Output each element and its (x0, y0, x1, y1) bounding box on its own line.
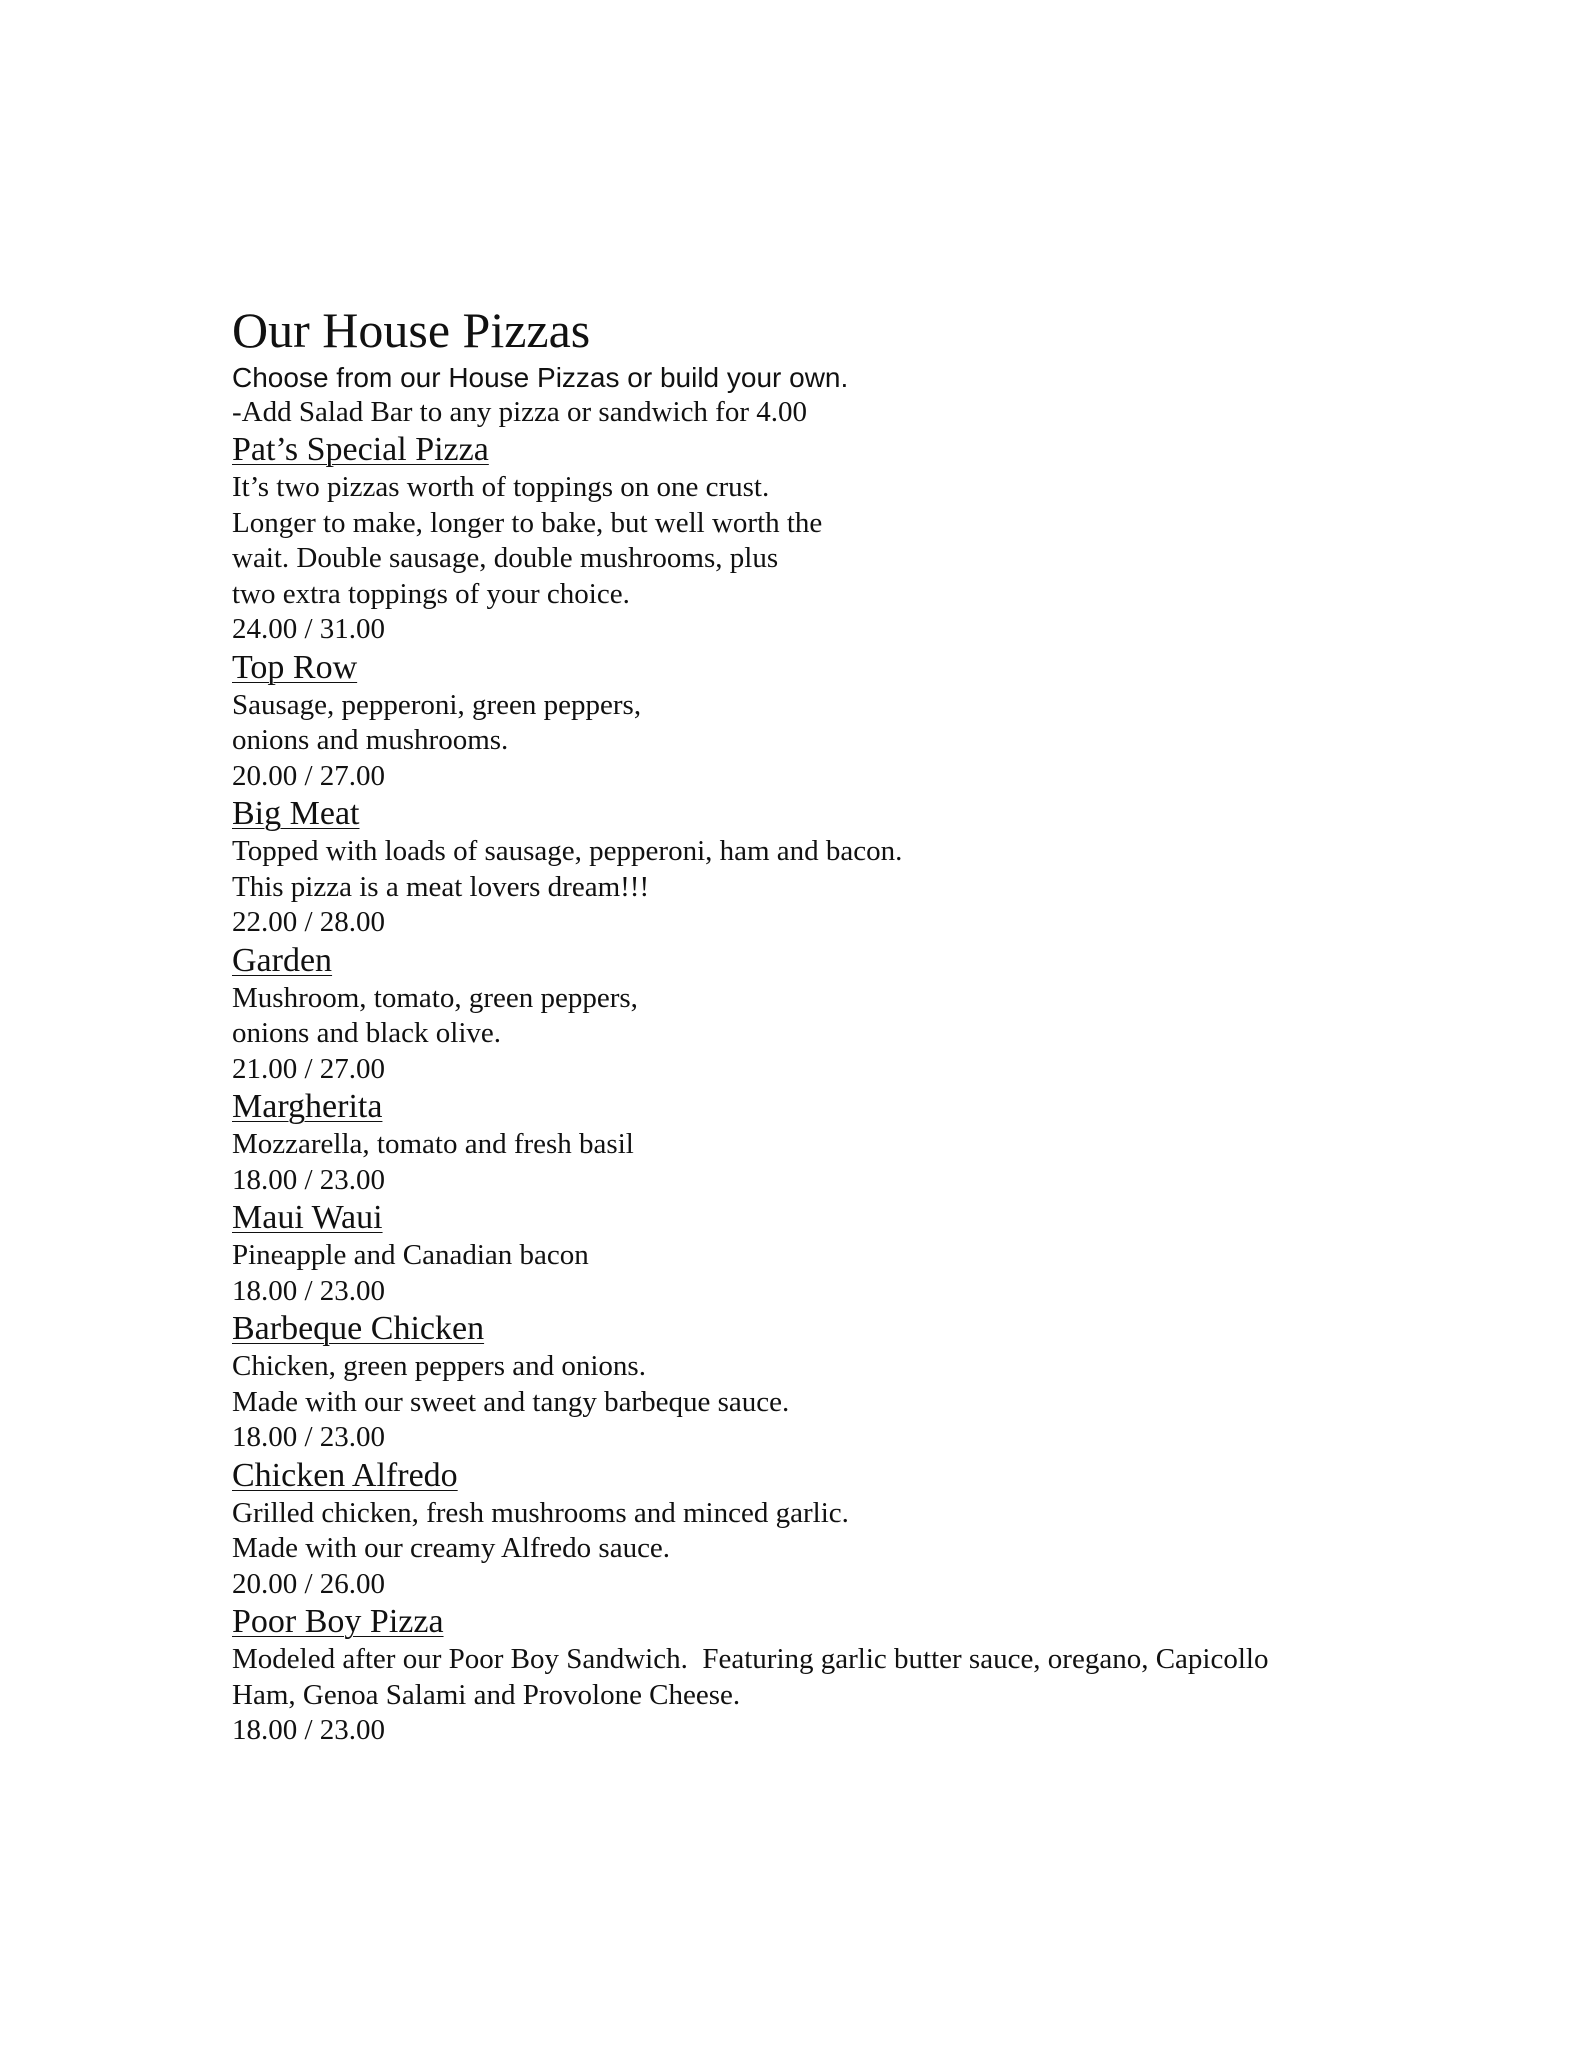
item-name: Margherita (232, 1088, 383, 1125)
item-price: 22.00 / 28.00 (232, 906, 386, 938)
item-description-line: wait. Double sausage, double mushrooms, plus (232, 542, 779, 574)
item-description-line: Ham, Genoa Salami and Provolone Cheese. (232, 1678, 741, 1711)
item-description-line: Made with our sweet and tangy barbeque sauce. (232, 1385, 790, 1418)
item-name: Big Meat (232, 795, 360, 832)
item-description-line: Topped with loads of sausage, pepperoni, ham and bacon. (232, 835, 903, 867)
menu-item-big-meat (232, 794, 1432, 941)
menu-item-garden (232, 941, 1432, 1088)
item-description-line: Sausage, pepperoni, green peppers, (232, 688, 642, 721)
menu-item-maui-waui (232, 1198, 1432, 1309)
item-price: 24.00 / 31.00 (232, 613, 386, 645)
item-name: Top Row (232, 648, 358, 686)
intro-line-choose: Choose from our House Pizzas or build your own. (232, 362, 849, 393)
menu-item-margherita (232, 1087, 1432, 1198)
menu-item-barbeque-chicken (232, 1309, 1432, 1456)
menu-item-chicken-alfredo (232, 1456, 1432, 1603)
item-price: 21.00 / 27.00 (232, 1052, 386, 1085)
intro-line-salad-bar: -Add Salad Bar to any pizza or sandwich for 4.00 (232, 396, 808, 428)
item-description-line: Grilled chicken, fresh mushrooms and minced garlic. (232, 1496, 849, 1529)
item-price: 18.00 / 23.00 (232, 1714, 386, 1746)
item-description-line: Mozzarella, tomato and fresh basil (232, 1128, 634, 1160)
item-description-line: Modeled after our Poor Boy Sandwich. Featuring garlic butter sauce, oregano, Capicollo (232, 1643, 1269, 1675)
item-description-line: two extra toppings of your choice. (232, 577, 630, 610)
item-description-line: onions and mushrooms. (232, 724, 509, 756)
item-price: 20.00 / 26.00 (232, 1567, 386, 1600)
menu-item-top-row (232, 648, 1432, 795)
menu-item-pats-special (232, 430, 1432, 648)
item-name: Pat’s Special Pizza (232, 431, 489, 468)
item-description-line: This pizza is a meat lovers dream!!! (232, 870, 650, 903)
item-name: Poor Boy Pizza (232, 1603, 444, 1640)
item-name: Maui Waui (232, 1199, 383, 1236)
page-title: Our House Pizzas (232, 302, 591, 358)
item-description-line: Pineapple and Canadian bacon (232, 1239, 589, 1271)
item-description-line: Chicken, green peppers and onions. (232, 1350, 646, 1382)
menu-item-poor-boy (232, 1602, 1432, 1749)
menu-page (232, 300, 1432, 1749)
item-description-line: Made with our creamy Alfredo sauce. (232, 1532, 671, 1564)
item-description-line: Longer to make, longer to bake, but well worth the (232, 506, 823, 539)
item-price: 20.00 / 27.00 (232, 759, 386, 792)
item-name: Garden (232, 941, 333, 979)
item-description-line: It’s two pizzas worth of toppings on one crust. (232, 471, 770, 503)
item-name: Chicken Alfredo (232, 1456, 458, 1494)
item-price: 18.00 / 23.00 (232, 1421, 386, 1453)
item-description-line: Mushroom, tomato, green peppers, (232, 981, 638, 1014)
item-name: Barbeque Chicken (232, 1310, 485, 1347)
item-price: 18.00 / 23.00 (232, 1274, 386, 1307)
item-price: 18.00 / 23.00 (232, 1163, 386, 1196)
item-description-line: onions and black olive. (232, 1017, 502, 1049)
